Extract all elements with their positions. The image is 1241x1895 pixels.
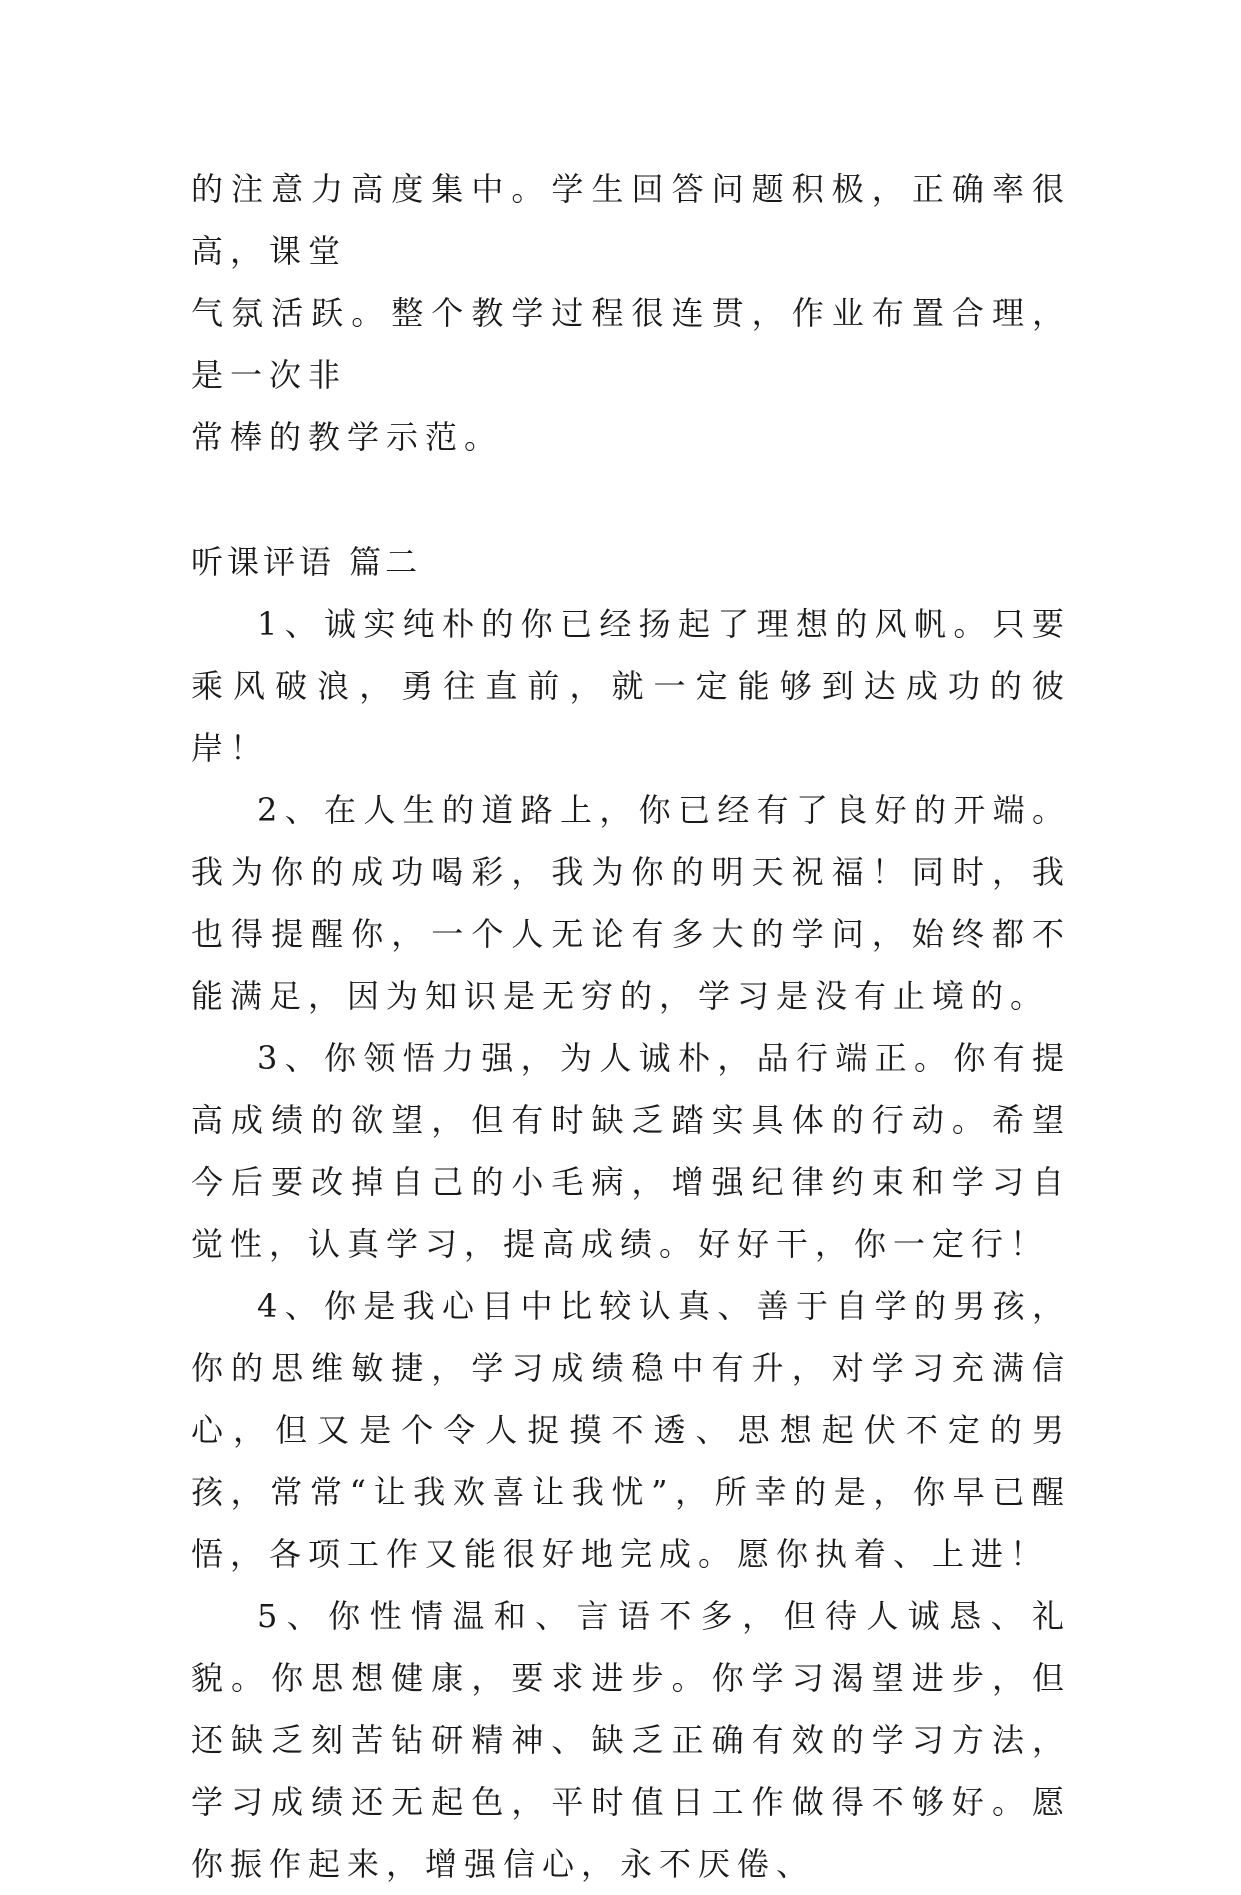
comment-item-4: 4、你是我心目中比较认真、善于自学的男孩，你的思维敏捷，学习成绩稳中有升，对学习充满信心，但又是个令人捉摸不透、思想起伏不定的男孩，常常“让我欢喜让我忧”，所幸的是，你早已醒悟，各项工作又能很好地完成。愿你执着、上进！ [191, 1287, 1071, 1573]
lead-line: 的注意力高度集中。学生回答问题积极，正确率很高，课堂 [191, 170, 1071, 270]
comment-item-3: 3、你领悟力强，为人诚朴，品行端正。你有提高成绩的欲望，但有时缺乏踏实具体的行动。希望今后要改掉自己的小毛病，增强纪律约束和学习自觉性，认真学习，提高成绩。好好干，你一定行！ [191, 1039, 1071, 1263]
document-body [191, 158, 1071, 1895]
comment-item-5: 5、你性情温和、言语不多，但待人诚恳、礼貌。你思想健康，要求进步。你学习渴望进步，但还缺乏刻苦钻研精神、缺乏正确有效的学习方法，学习成绩还无起色，平时值日工作做得不够好。愿你振作起来，增强信心，永不厌倦、 [191, 1597, 1071, 1883]
lead-line: 常棒的教学示范。 [191, 418, 504, 456]
comment-item-1: 1、诚实纯朴的你已经扬起了理想的风帆。只要乘风破浪，勇往直前，就一定能够到达成功的彼岸！ [191, 605, 1071, 767]
comment-item-2: 2、在人生的道路上，你已经有了良好的开端。我为你的成功喝彩，我为你的明天祝福！同时，我也得提醒你，一个人无论有多大的学问，始终都不能满足，因为知识是无穷的，学习是没有止境的。 [191, 791, 1071, 1015]
lead-line: 气氛活跃。整个教学过程很连贯，作业布置合理，是一次非 [191, 294, 1071, 394]
section-title: 听课评语 篇二 [191, 543, 422, 581]
lead-paragraph [191, 158, 1071, 468]
